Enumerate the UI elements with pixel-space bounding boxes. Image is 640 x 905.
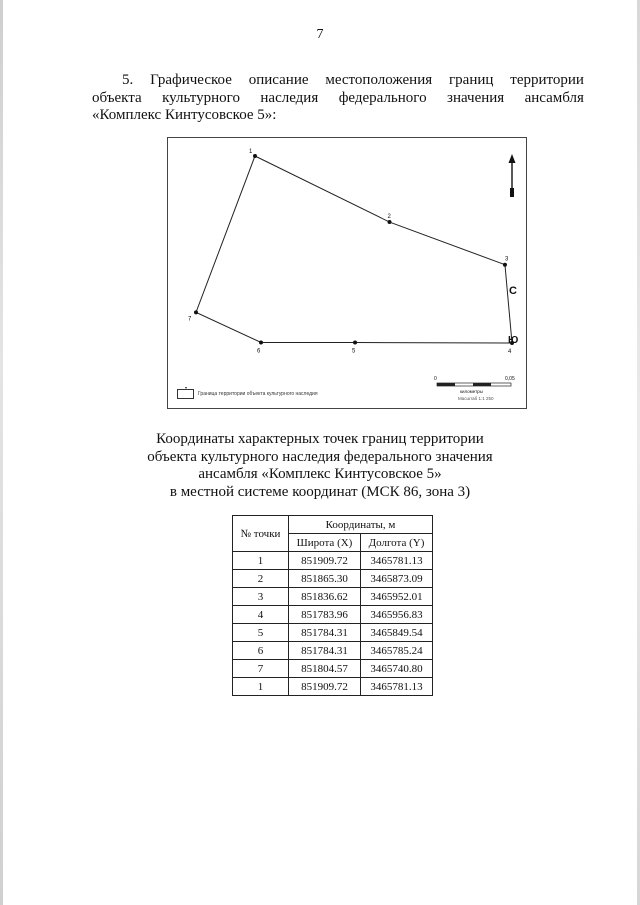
boundary-point-marker <box>194 310 198 314</box>
section-paragraph <box>92 72 584 125</box>
cell-y: 3465740.80 <box>361 660 433 678</box>
boundary-point-marker <box>503 263 507 267</box>
cell-x: 851783.96 <box>289 606 361 624</box>
cell-y: 3465781.13 <box>361 552 433 570</box>
paragraph-word: 5. <box>122 72 134 88</box>
scale-start-label: 0 <box>434 376 437 382</box>
south-label: Ю <box>508 335 519 346</box>
boundary-point-label: 1 <box>248 149 253 155</box>
cell-y: 3465956.83 <box>361 606 433 624</box>
paragraph-word: описание <box>248 72 309 88</box>
header-coordinates: Координаты, м <box>289 516 433 534</box>
legend-text: Граница территории объекта культурного наследия <box>198 391 318 397</box>
boundary-point-label: 6 <box>257 348 261 355</box>
boundary-polygon-layer <box>188 149 514 355</box>
paragraph-word: объекта <box>92 89 142 106</box>
cell-x: 851784.31 <box>289 624 361 642</box>
cell-point: 1 <box>233 552 289 570</box>
paragraph-word: границ <box>449 72 494 88</box>
paragraph-line-1 <box>92 72 584 90</box>
table-row <box>233 606 433 624</box>
table-row <box>233 660 433 678</box>
boundary-point-label: 5 <box>352 348 356 355</box>
table-caption <box>0 431 640 501</box>
boundary-point-marker <box>353 340 357 344</box>
boundary-map <box>167 137 527 409</box>
scale-unit-label: километры <box>460 389 483 394</box>
paragraph-word: наследия <box>260 89 319 106</box>
header-latitude: Широта (X) <box>289 534 361 552</box>
paragraph-word: культурного <box>162 89 240 106</box>
header-longitude: Долгота (Y) <box>361 534 433 552</box>
cell-point: 2 <box>233 570 289 588</box>
boundary-map-drawing <box>168 138 528 410</box>
paragraph-word: ансамбля <box>524 89 584 106</box>
cell-point: 6 <box>233 642 289 660</box>
cell-x: 851784.31 <box>289 642 361 660</box>
scale-end-label: 0,05 <box>505 376 515 382</box>
cell-point: 5 <box>233 624 289 642</box>
caption-line: ансамбля «Комплекс Кинтусовское 5» <box>198 466 442 482</box>
cell-x: 851804.57 <box>289 660 361 678</box>
paragraph-word: местоположения <box>325 72 433 88</box>
cell-point: 3 <box>233 588 289 606</box>
north-arrow-icon <box>509 154 516 197</box>
paragraph-line-2 <box>92 90 584 108</box>
table-row <box>233 678 433 696</box>
table-row <box>233 552 433 570</box>
table-row <box>233 642 433 660</box>
paragraph-word: Графическое <box>150 72 232 88</box>
table-row <box>233 588 433 606</box>
caption-line: Координаты характерных точек границ территории <box>156 431 484 447</box>
cell-y: 3465849.54 <box>361 624 433 642</box>
boundary-point-label: 3 <box>504 256 509 263</box>
cell-x: 851836.62 <box>289 588 361 606</box>
cell-y: 3465873.09 <box>361 570 433 588</box>
paragraph-word: «Комплекс Кинтусовское 5»: <box>92 107 277 123</box>
paragraph-line-3 <box>92 107 584 125</box>
cell-y: 3465952.01 <box>361 588 433 606</box>
cell-point: 4 <box>233 606 289 624</box>
boundary-point-label: 2 <box>387 214 391 221</box>
cell-x: 851865.30 <box>289 570 361 588</box>
scale-bar-icon <box>437 383 511 386</box>
cell-y: 3465781.13 <box>361 678 433 696</box>
boundary-polygon <box>196 156 512 343</box>
cell-x: 851909.72 <box>289 678 361 696</box>
cell-x: 851909.72 <box>289 552 361 570</box>
paragraph-word: значения <box>447 89 505 106</box>
boundary-point-label: 4 <box>508 349 512 355</box>
paragraph-word: территории <box>510 72 584 88</box>
boundary-point-marker <box>388 220 392 224</box>
table-row <box>233 624 433 642</box>
legend-swatch <box>177 389 194 399</box>
coordinates-table <box>232 515 433 696</box>
caption-line: в местной системе координат (МСК 86, зона 3) <box>169 483 471 500</box>
boundary-point-marker <box>253 154 257 158</box>
header-point-number: № точки <box>233 516 289 552</box>
north-label: С <box>509 285 517 297</box>
table-row <box>233 570 433 588</box>
paragraph-word: федерального <box>338 89 427 106</box>
page-number: 7 <box>316 27 324 42</box>
cell-y: 3465785.24 <box>361 642 433 660</box>
caption-line: объекта культурного наследия федерального значения <box>147 448 493 465</box>
cell-point: 1 <box>233 678 289 696</box>
cell-point: 7 <box>233 660 289 678</box>
boundary-point-marker <box>259 340 263 344</box>
scale-ratio-label: Масштаб 1:1 250 <box>458 396 494 401</box>
boundary-point-label: 7 <box>188 316 192 323</box>
